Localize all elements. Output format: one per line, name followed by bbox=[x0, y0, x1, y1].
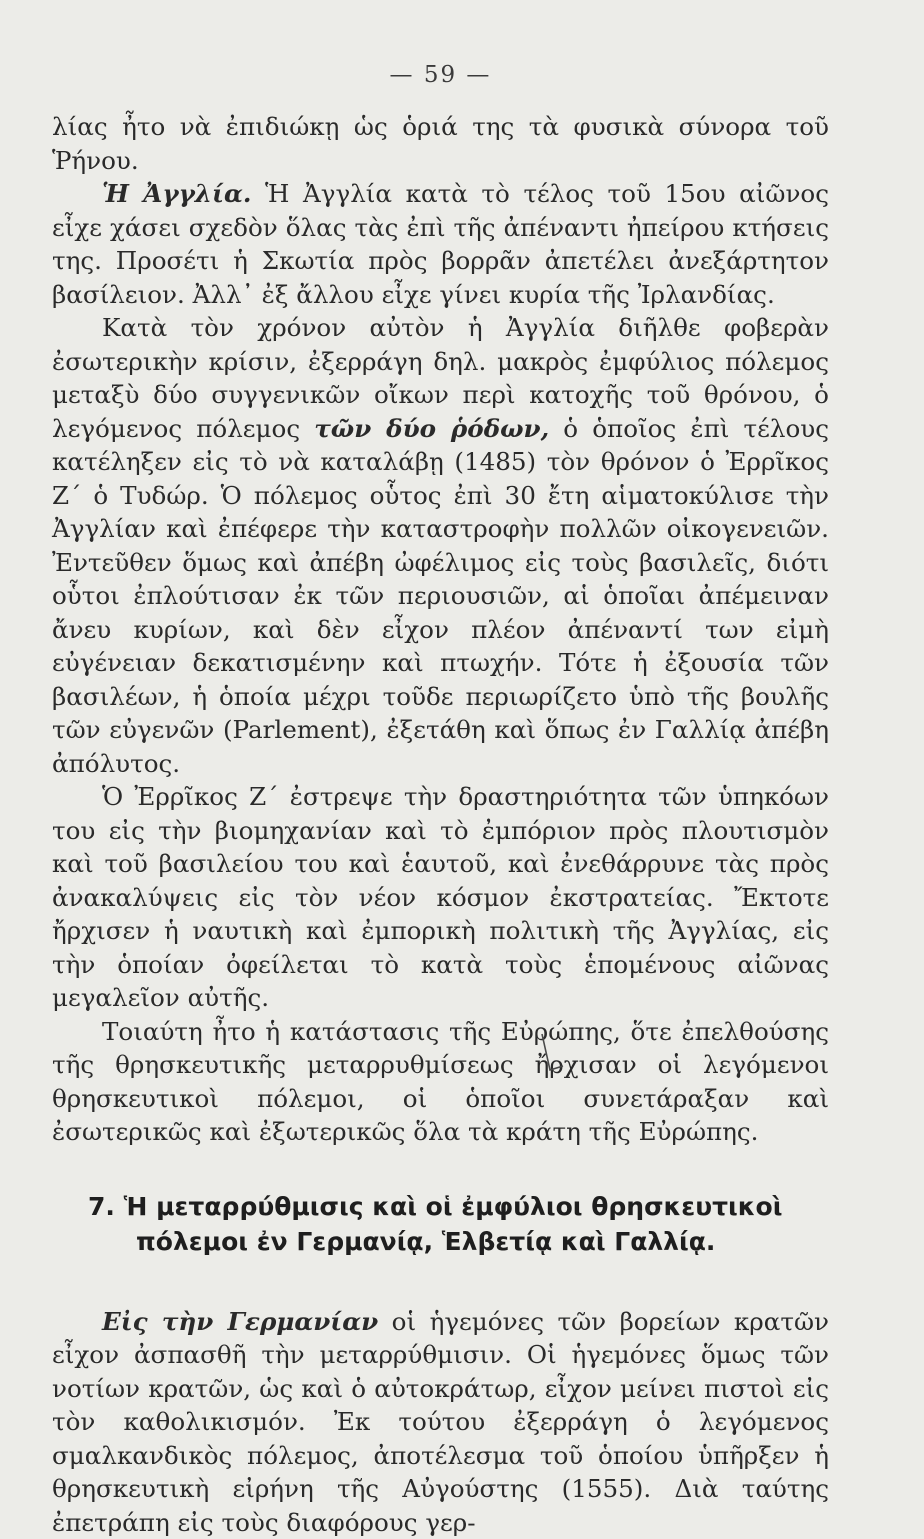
subheading-germany: Εἰς τὴν Γερμανίαν bbox=[102, 1307, 378, 1336]
text-span: οἱ ἡγεμόνες τῶν βορείων κρατῶν εἶχον ἀσπασθῆ τὴν μεταρρύθμισιν. Οἱ ἡγεμόνες ὅμως τῶν νοτίων κρατῶν, ὡς καὶ ὁ αὐτοκράτωρ, εἶχον μείνει πιστοὶ εἰς τὸν καθολικισμόν. Ἐκ τούτου ἐξερράγη ὁ λεγόμενος σμαλκανδικὸς πόλεμος, ἀποτέλεσμα τοῦ ὁποίου ὑπῆρξεν ἡ θρησκευτικὴ εἰρήνη τῆς Αὐγούστης (1555). Διὰ ταύτης ἐπετράπη εἰς τοὺς διαφόρους γερ- bbox=[52, 1307, 829, 1537]
paragraph-england bbox=[52, 177, 829, 311]
subheading-england: Ἡ Ἀγγλία. bbox=[102, 179, 251, 208]
section-number: 7. bbox=[88, 1192, 115, 1221]
section-title-line2: πόλεμοι ἐν Γερμανίᾳ, Ἑλβετίᾳ καὶ Γαλλίᾳ. bbox=[88, 1224, 829, 1259]
text-span: Κατὰ τὸν χρόνον αὐτὸν ἡ Ἀγγλία διῆλθε φοβερὰν ἐσωτερικὴν κρίσιν, ἐξερράγη δηλ. μακρὸς ἐμφύλιος πόλεμος μεταξὺ δύο συγγενικῶν οἴκων περὶ κατοχῆς τοῦ θρόνου, ὁ λεγόμενος πόλεμος bbox=[52, 313, 829, 443]
section-title-line1: Ἡ μεταρρύθμισις καὶ οἱ ἐμφύλιοι θρησκευτικοὶ bbox=[124, 1192, 783, 1221]
emphasis-wars-of-roses: τῶν δύο ῥόδων, bbox=[314, 414, 549, 443]
text-span: ὁ ὁποῖος ἐπὶ τέλους κατέληξεν εἰς τὸ νὰ καταλάβῃ (1485) τὸν θρόνον ὁ Ἐρρῖκος Ζ΄ ὁ Τυδώρ. Ὁ πόλεμος οὗτος ἐπὶ 30 ἔτη αἱματοκύλισε τὴν Ἀγγλίαν καὶ ἐπέφερε τὴν καταστροφὴν πολλῶν οἰκογενειῶν. Ἐντεῦθεν ὅμως καὶ ἀπέβη ὠφέλιμος εἰς τοὺς βασιλεῖς, διότι οὗτοι ἐπλούτισαν ἐκ τῶν περιουσιῶν, αἱ ὁποῖαι ἀπέμειναν ἄνευ κυρίων, καὶ δὲν εἶχον πλέον ἀπέναντί των εἰμὴ εὐγένειαν δεκατισμένην καὶ πτωχήν. Τότε ἡ ἐξουσία τῶν βασιλέων, ἡ ὁποία μέχρι τοῦδε περιωρίζετο ὑπὸ τῆς βουλῆς τῶν εὐγενῶν (Parlement), ἐξετάθη καὶ ὅπως ἐν Γαλλίᾳ ἀπέβη ἀπόλυτος. bbox=[52, 414, 829, 778]
paragraph bbox=[52, 1015, 829, 1149]
paragraph bbox=[52, 311, 829, 780]
body-text-top bbox=[52, 110, 829, 1149]
text-span: Ἡ Ἀγγλία κατὰ τὸ τέλος τοῦ 15ου αἰῶνος εἶχε χάσει σχεδὸν ὅλας τὰς ἐπὶ τῆς ἀπέναντι ἠπείρου κτήσεις της. Προσέτι ἡ Σκωτία πρὸς βορρᾶν ἀπετέλει ἀνεξάρτητον βασίλειον. Ἀλλ᾿ ἐξ ἄλλου εἶχε γίνει κυρία τῆς Ἰρλανδίας. bbox=[52, 179, 829, 309]
paragraph-germany bbox=[52, 1305, 829, 1539]
text-span: Ὁ Ἐρρῖκος Ζ΄ ἐστρεψε τὴν δραστηριότητα τῶν ὑπηκόων του εἰς τὴν βιομηχανίαν καὶ τὸ ἐμπόριον πρὸς πλουτισμὸν καὶ τοῦ βασιλείου του καὶ ἑαυτοῦ, καὶ ἐνεθάρρυνε τὰς πρὸς ἀνακαλύψεις εἰς τὸν νέον κόσμον ἐκστρατείας. Ἔκτοτε ἤρχισεν ἡ ναυτικὴ καὶ ἐμπορικὴ πολιτικὴ τῆς Ἀγγλίας, εἰς τὴν ὁποίαν ὀφείλεται τὸ κατὰ τοὺς ἑπομένους αἰῶνας μεγαλεῖον αὐτῆς. bbox=[52, 782, 829, 1012]
page-number: — 59 — bbox=[52, 62, 829, 88]
paragraph bbox=[52, 110, 829, 177]
paragraph bbox=[52, 780, 829, 1015]
pencil-check-mark bbox=[540, 1030, 564, 1076]
body-text-bottom bbox=[52, 1305, 829, 1539]
section-heading bbox=[52, 1189, 829, 1259]
text-span: Τοιαύτη ἦτο ἡ κατάστασις τῆς Εὐρώπης, ὅτε ἐπελθούσης τῆς θρησκευτικῆς μεταρρυθμίσεως ἤρχισαν οἱ λεγόμενοι θρησκευτικοὶ πόλεμοι, οἱ ὁποῖοι συνετάραξαν καὶ ἐσωτερικῶς καὶ ἐξωτερικῶς ὅλα τὰ κράτη τῆς Εὐρώπης. bbox=[52, 1017, 829, 1147]
text-span: λίας ἦτο νὰ ἐπιδιώκῃ ὡς ὁριά της τὰ φυσικὰ σύνορα τοῦ Ῥήνου. bbox=[52, 112, 829, 175]
